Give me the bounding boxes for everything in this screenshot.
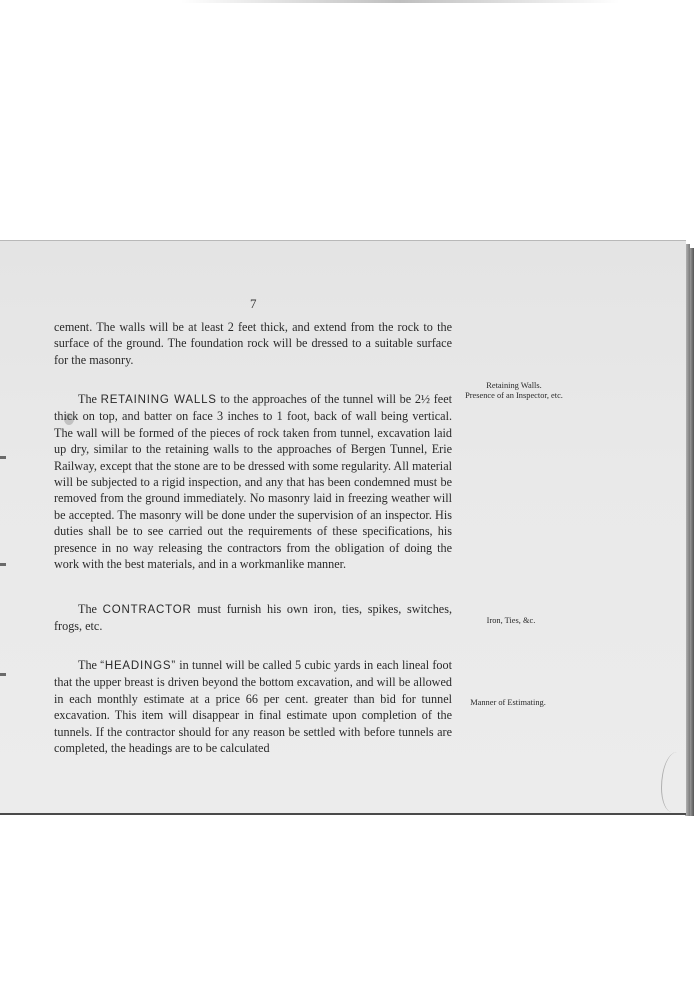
paragraph-text: to the approaches of the tunnel will be 2½ feet thick on top, and batter on face 3 inches to 1 foot, back of wall being vertical. The wall will be formed of the pieces of rock taken from tunnel, excavation laid up dry, similar to the retaining walls to the approaches of Bergen Tunnel, Erie Railway, except that the stone are to be dressed with some regularity. All material will be subjected to a rigid inspection, and any that has been condemned must be removed from the ground immediately. No masonry laid in freezing weather will be accepted. The masonry will be done under the supervision of an inspector. His duties shall be to see carried out the requirements of these specifications, his presence in no way releasing the contractors from the obligation of doing the work with the best materials, and in a workmanlike manner. [54,392,452,572]
paragraph-retaining-walls [54,391,452,572]
scan-shadow [180,0,620,3]
document-page [0,240,686,815]
lead-word: The [78,602,103,616]
paragraph-body [54,601,452,635]
margin-note-retaining-walls [452,381,576,401]
margin-note-line: Presence of an Inspector, etc. [465,391,563,400]
paragraph-cement [54,319,452,368]
margin-note-line: Retaining Walls. [486,381,542,390]
paragraph-text: in tunnel will be called 5 cubic yards in each lineal foot that the upper breast is driven beyond the bottom excavation, and will be allowed in each monthly estimate at a price 66 per cent. greater than bid for tunnel excavation. This item will disappear in final estimate upon completion of the tunnels. If the contractor should for any reason be settled with before tunnels are completed, the headings are to be calculated [54,658,453,756]
margin-note-manner-estimating: Manner of Estimating. [470,698,546,707]
paragraph-text: must furnish his own iron, ties, spikes, switches, frogs, etc. [54,602,452,634]
section-heading-retaining-walls: RETAINING WALLS [100,394,217,406]
paragraph-body [54,391,452,572]
margin-note-iron-ties: Iron, Ties, &c. [486,616,536,625]
lead-word: The [78,392,101,406]
binding-mark [0,673,6,676]
binding-mark [0,456,6,459]
page-tear [661,752,688,812]
page-number: 7 [250,296,257,311]
page-edge-dark [690,248,694,816]
paragraph-text: cement. The walls will be at least 2 feet thick, and extend from the rock to the surface of the ground. The foundation rock will be dressed to a suitable surface for the masonry. [54,320,452,367]
section-heading-contractor: CONTRACTOR [102,604,192,616]
lead-word: The [78,658,101,672]
section-heading-headings: “HEADINGS” [100,660,176,672]
paragraph-headings [54,657,452,756]
paragraph-body [54,657,452,756]
paragraph-contractor [54,601,452,635]
binding-mark [0,563,6,566]
